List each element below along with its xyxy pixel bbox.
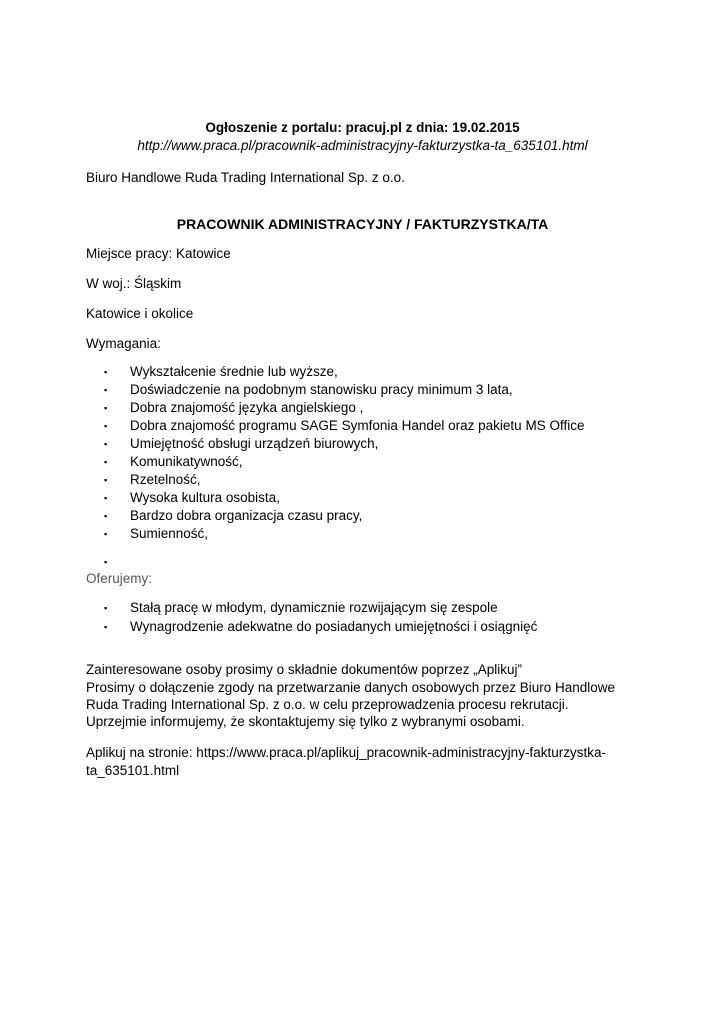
requirement-item: Dobra znajomość języka angielskiego , (130, 400, 364, 415)
requirement-item: Sumienność, (130, 526, 209, 541)
bullet-icon: ▪ (104, 367, 108, 377)
empty-bullet-icon: ▪ (104, 557, 108, 567)
apply-link[interactable]: Aplikuj na stronie: https://www.praca.pl/aplikuj_pracownik-administracyjny-fakturzystka- (86, 745, 606, 760)
requirement-item: Rzetelność, (130, 472, 201, 487)
apply-link-continued[interactable]: ta_635101.html (86, 763, 180, 778)
company-name: Biuro Handlowe Ruda Trading International Sp. z o.o. (86, 170, 405, 185)
job-title: PRACOWNIK ADMINISTRACYJNY / FAKTURZYSTKA/TA (176, 216, 549, 232)
source-line: Ogłoszenie z portalu: pracuj.pl z dnia: 19.02.2015 (205, 120, 520, 135)
bullet-icon: ▪ (104, 475, 108, 485)
bullet-icon: ▪ (104, 457, 108, 467)
bullet-icon: ▪ (104, 439, 108, 449)
bullet-icon: ▪ (104, 603, 108, 613)
offer-item: Stałą pracę w młodym, dynamicznie rozwijającym się zespole (130, 600, 498, 615)
requirement-item: Dobra znajomość programu SAGE Symfonia Handel oraz pakietu MS Office (130, 418, 585, 433)
bullet-icon: ▪ (104, 403, 108, 413)
closing-line: Zainteresowane osoby prosimy o składnie dokumentów poprzez „Aplikuj” (86, 662, 522, 677)
bullet-icon: ▪ (104, 529, 108, 539)
voivodeship: W woj.: Śląskim (86, 276, 182, 291)
closing-line: Ruda Trading International Sp. z o.o. w celu przeprowadzenia procesu rekrutacji. (86, 697, 569, 712)
bullet-icon: ▪ (104, 421, 108, 431)
requirement-item: Bardzo dobra organizacja czasu pracy, (130, 508, 363, 523)
offer-item: Wynagrodzenie adekwatne do posiadanych umiejętności i osiągnięć (130, 619, 538, 634)
bullet-icon: ▪ (104, 511, 108, 521)
requirement-item: Umiejętność obsługi urządzeń biurowych, (130, 436, 379, 451)
requirement-item: Doświadczenie na podobnym stanowisku pracy minimum 3 lata, (130, 382, 513, 397)
requirement-item: Komunikatywność, (130, 454, 243, 469)
closing-line: Uprzejmie informujemy, że skontaktujemy się tylko z wybranymi osobami. (86, 714, 525, 729)
bullet-icon: ▪ (104, 622, 108, 632)
requirements-heading: Wymagania: (86, 336, 161, 351)
bullet-icon: ▪ (104, 493, 108, 503)
requirement-item: Wysoka kultura osobista, (130, 490, 280, 505)
requirement-item: Wykształcenie średnie lub wyższe, (130, 364, 338, 379)
closing-line: Prosimy o dołączenie zgody na przetwarzanie danych osobowych przez Biuro Handlowe (86, 680, 616, 695)
source-url[interactable]: http://www.praca.pl/pracownik-administracyjny-fakturzystka-ta_635101.html (137, 138, 588, 153)
workplace: Miejsce pracy: Katowice (86, 246, 231, 261)
bullet-icon: ▪ (104, 385, 108, 395)
offer-heading: Oferujemy: (86, 571, 153, 586)
area: Katowice i okolice (86, 306, 194, 321)
